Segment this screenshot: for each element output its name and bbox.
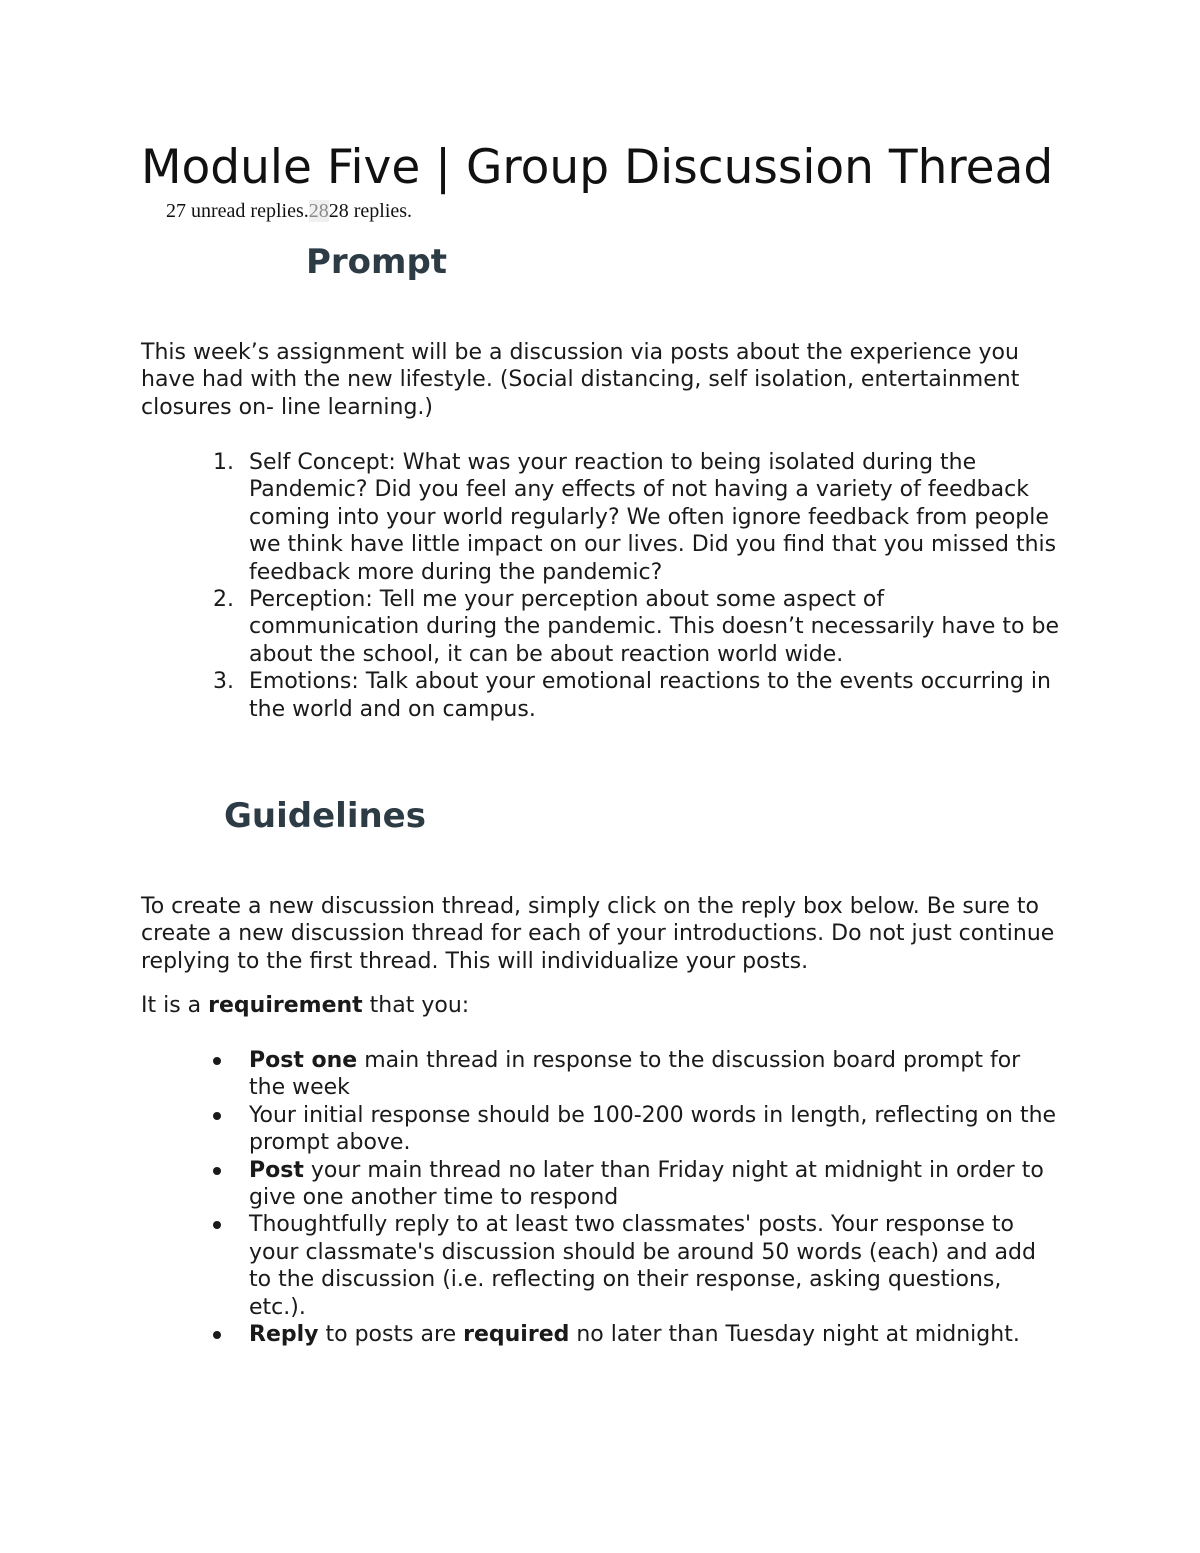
requirements-list bbox=[141, 1047, 1061, 1348]
bullet-icon bbox=[213, 1331, 221, 1339]
bullet-icon bbox=[213, 1112, 221, 1120]
list-number: 1. bbox=[213, 450, 234, 475]
bullet-text: main thread in response to the discussion board prompt for the week bbox=[249, 1048, 1021, 1101]
bullet-text: Thoughtfully reply to at least two classmates' posts. Your response to your classmate's discussion should be around 50 words (each) and add to the discussion (i.e. reflecting on their response, asking questions, etc.). bbox=[249, 1212, 1036, 1320]
bullet-icon bbox=[213, 1221, 221, 1229]
prompt-intro: This week’s assignment will be a discussion via posts about the experience you have had with the new lifestyle. (Social distancing, self isolation, entertainment closures on- line learning.) bbox=[141, 340, 1020, 420]
list-item bbox=[141, 668, 1061, 723]
bullet-bold: Reply bbox=[249, 1322, 319, 1348]
requirement-bold: requirement bbox=[208, 993, 363, 1018]
list-item bbox=[141, 1321, 1061, 1348]
bullet-bold: required bbox=[463, 1322, 570, 1348]
bullet-icon bbox=[213, 1057, 221, 1065]
requirement-intro bbox=[141, 992, 1061, 1019]
bullet-text: to posts are bbox=[318, 1322, 464, 1348]
document-title: Module Five | Group Discussion Thread bbox=[141, 140, 1054, 195]
list-item-text: Self Concept: What was your reaction to being isolated during the Pandemic? Did you feel any effects of not having a variety of feedback coming into your world regularly? We often ignore feedback from people we think have little impact on our lives. Did you find that you missed this feedback more during the pandemic? bbox=[249, 450, 1057, 585]
bullet-text: no later than Tuesday night at midnight. bbox=[569, 1322, 1020, 1348]
requirement-after: that you: bbox=[362, 993, 470, 1018]
list-item bbox=[141, 1047, 1061, 1102]
requirement-before: It is a bbox=[141, 993, 209, 1018]
list-item bbox=[141, 449, 1061, 586]
bullet-bold: Post one bbox=[249, 1048, 358, 1073]
bullet-text: your main thread no later than Friday night at midnight in order to give one another time to respond bbox=[249, 1157, 1044, 1211]
list-item bbox=[141, 1211, 1061, 1321]
reply-count-highlight: 28 bbox=[308, 200, 329, 222]
prompt-list bbox=[141, 449, 1061, 723]
list-item-text: Emotions: Talk about your emotional reactions to the events occurring in the world and on campus. bbox=[249, 669, 1051, 722]
list-number: 2. bbox=[213, 587, 234, 613]
guidelines-heading: Guidelines bbox=[224, 796, 426, 836]
bullet-bold: Post bbox=[249, 1157, 304, 1183]
list-item bbox=[141, 1102, 1061, 1157]
prompt-heading: Prompt bbox=[306, 242, 448, 282]
list-item-text: Perception: Tell me your perception about some aspect of communication during the pandemic. This doesn’t necessarily have to be about the school, it can be about reaction world wide. bbox=[249, 587, 1059, 667]
list-number: 3. bbox=[213, 669, 234, 695]
total-replies: 28 replies. bbox=[328, 200, 413, 222]
bullet-text: Your initial response should be 100-200 words in length, reflecting on the prompt above. bbox=[249, 1102, 1057, 1156]
reply-count bbox=[166, 198, 412, 224]
list-item bbox=[141, 1157, 1061, 1212]
list-item bbox=[141, 586, 1061, 668]
unread-replies: 27 unread replies. bbox=[166, 200, 309, 222]
bullet-icon bbox=[213, 1167, 221, 1175]
guidelines-create-text: To create a new discussion thread, simply click on the reply box below. Be sure to create a new discussion thread for each of your introductions. Do not just continue replying to the first thread. This will individualize your posts. bbox=[141, 894, 1055, 974]
